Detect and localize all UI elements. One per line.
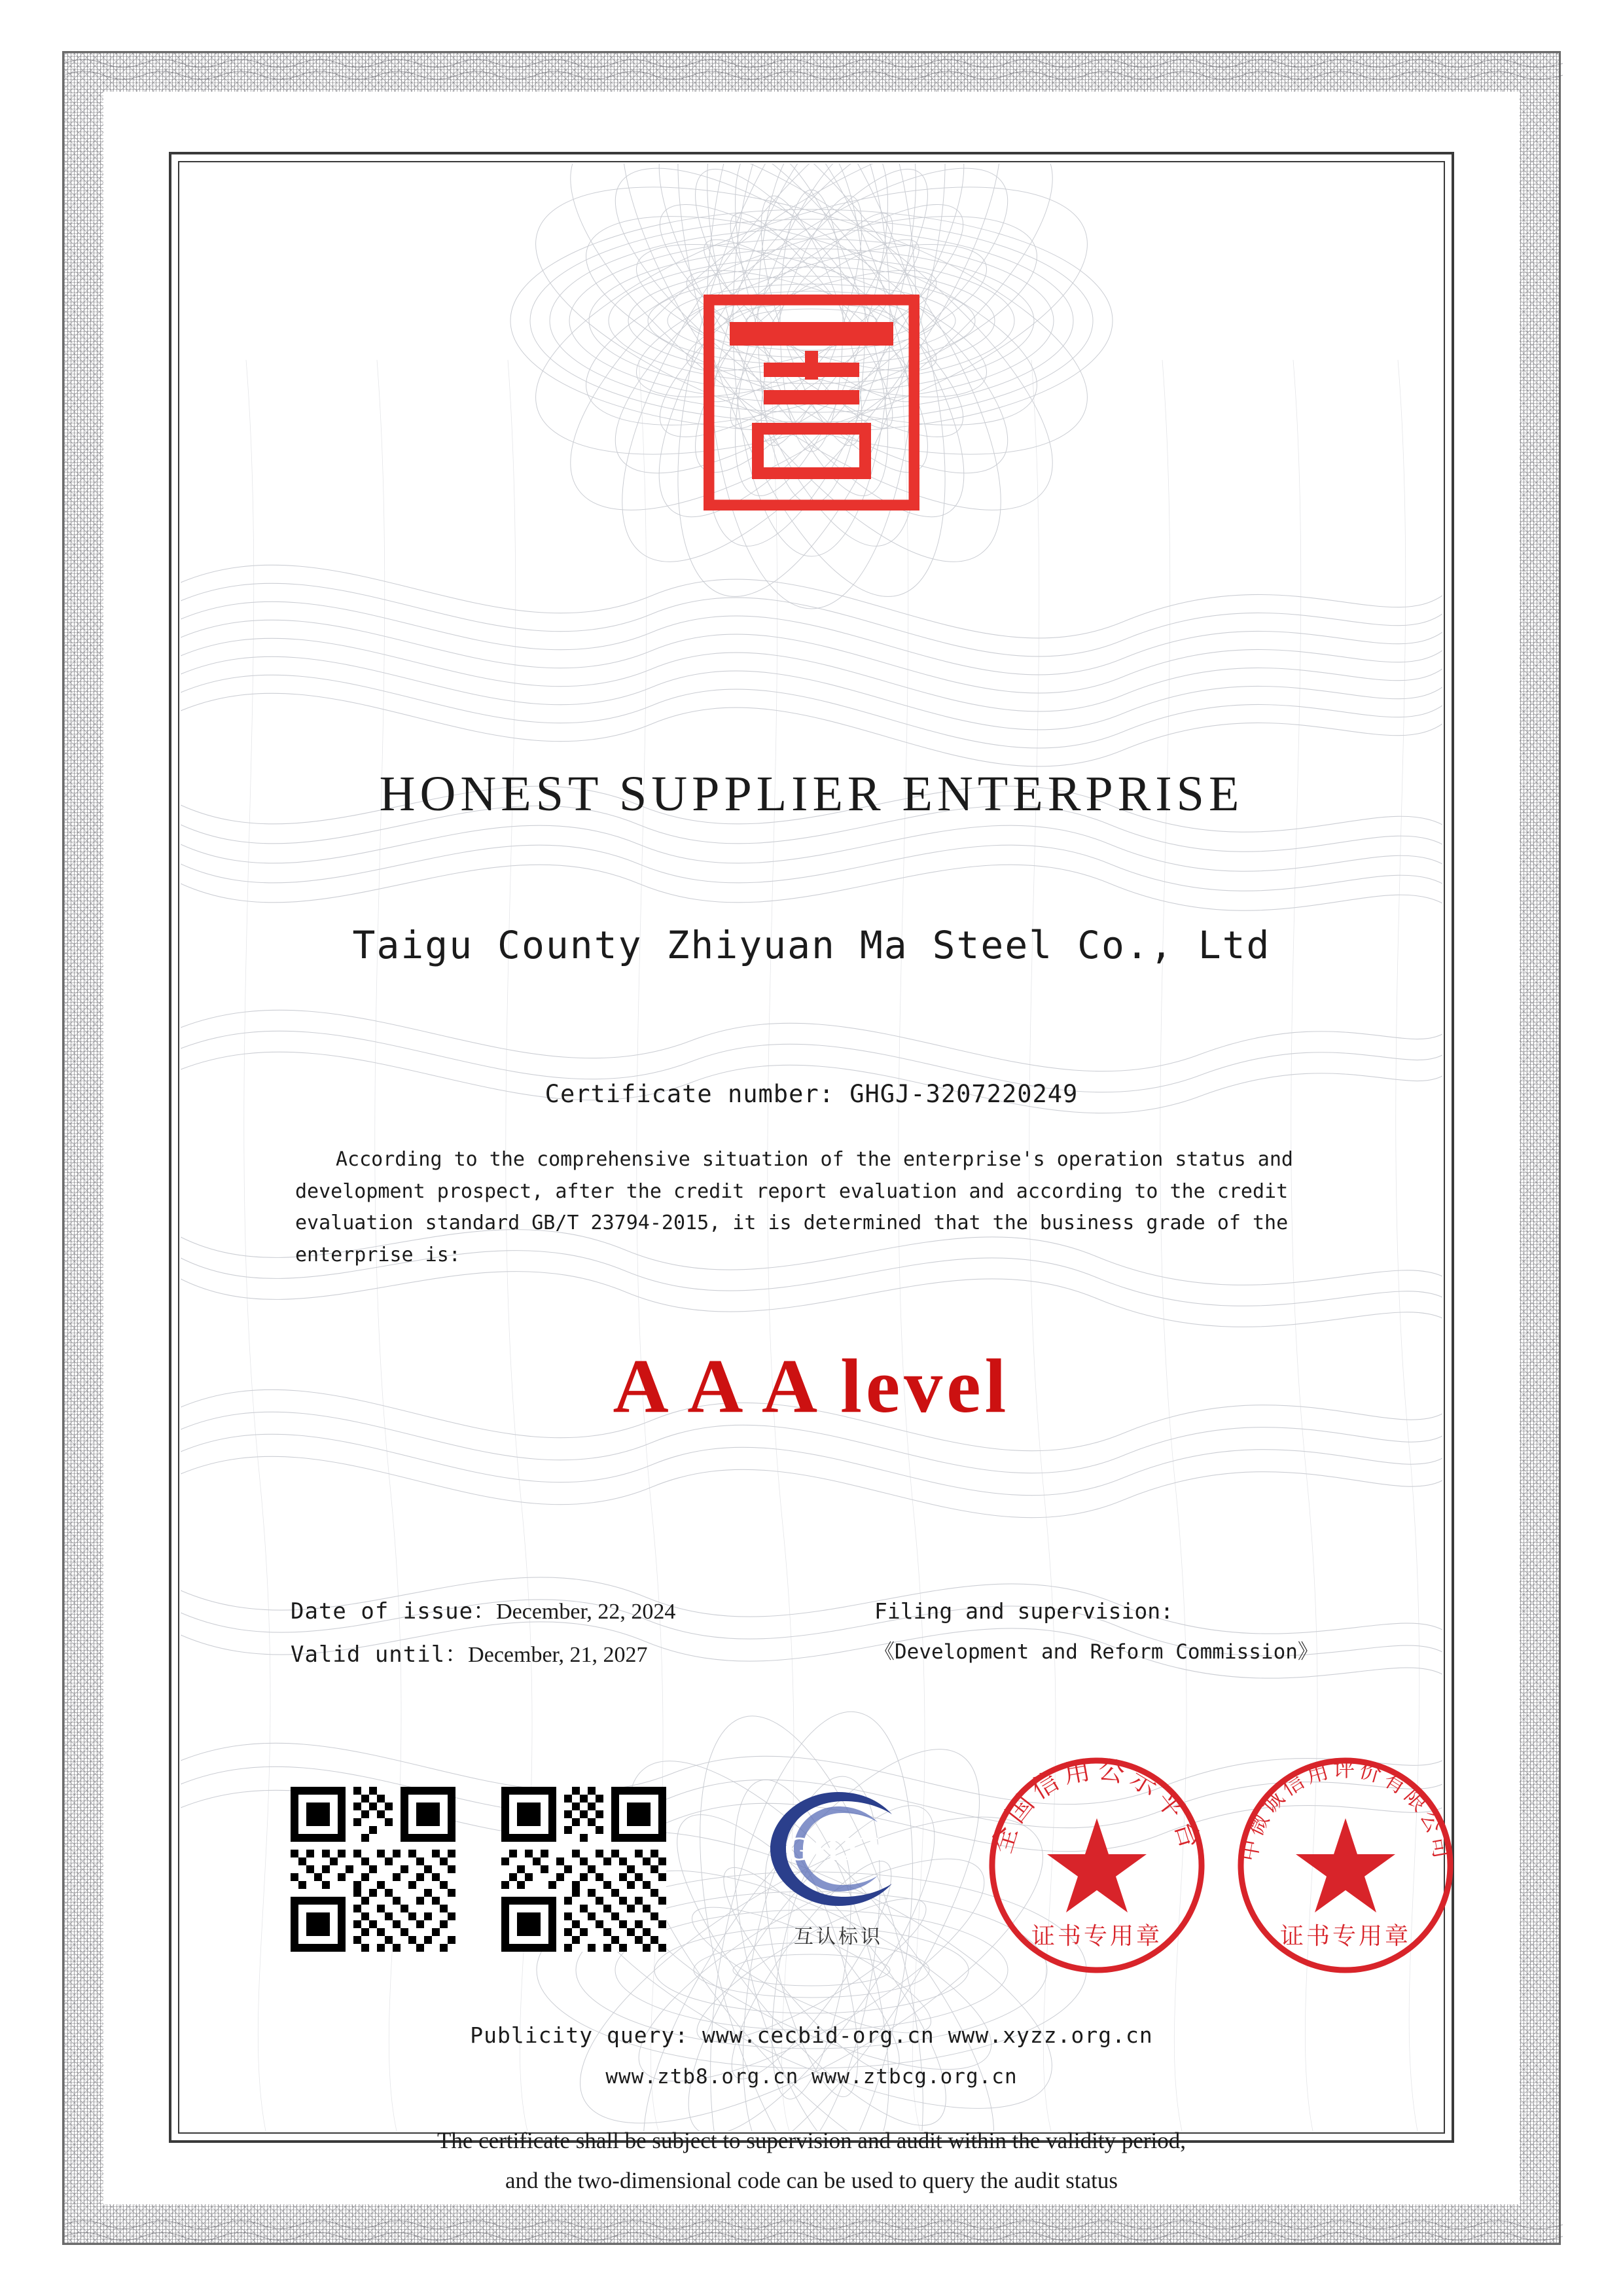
footnote-line-1: The certificate shall be subject to supervision and audit within the validity period, xyxy=(437,2128,1186,2153)
valid-until-value: December, 21, 2027 xyxy=(468,1642,648,1667)
publicity-query-line-2: www.ztb8.org.cn www.ztbcg.org.cn xyxy=(605,2065,1018,2089)
certificate-content xyxy=(181,164,1455,2194)
filing-label: Filing and supervision: xyxy=(874,1598,1173,1624)
qr-code-right[interactable] xyxy=(501,1787,666,1952)
publicity-query-block xyxy=(181,2022,1442,2089)
grade-level: A A A level xyxy=(613,1343,1010,1429)
filing-block xyxy=(874,1590,1318,1672)
chinese-seal-emblem xyxy=(704,295,919,511)
qr-code-left[interactable] xyxy=(291,1787,455,1952)
issue-date-row xyxy=(291,1590,675,1634)
certificate-number: Certificate number: GHGJ-3207220249 xyxy=(544,1080,1079,1108)
svg-text:中微诚信用评价有限公司: 中微诚信用评价有限公司 xyxy=(1236,1756,1455,1863)
footnote-line-2: and the two-dimensional code can be used to query the audit status xyxy=(505,2168,1118,2194)
issue-date-value: December, 22, 2024 xyxy=(496,1600,676,1624)
svg-text:GHXY: GHXY xyxy=(785,1831,892,1868)
issue-date-label: Date of issue： xyxy=(291,1598,497,1624)
valid-until-label: Valid until： xyxy=(291,1641,469,1668)
national-credit-publicity-platform-stamp xyxy=(979,1748,1215,1983)
valid-until-row xyxy=(291,1634,675,1677)
ghxy-logo-mark xyxy=(740,1780,936,1918)
svg-text:证书专用章: 证书专用章 xyxy=(1031,1923,1163,1950)
company-name: Taigu County Zhiyuan Ma Steel Co., Ltd xyxy=(352,923,1271,967)
ghxy-logo xyxy=(740,1780,936,1970)
svg-text:全国信用公示平台: 全国信用公示平台 xyxy=(987,1754,1207,1857)
svg-text:证书专用章: 证书专用章 xyxy=(1279,1923,1412,1950)
publicity-query-line-1: Publicity query: www.cecbid-org.cn www.xyzz.org.cn xyxy=(470,2022,1153,2048)
filing-authority: 《Development and Reform Commission》 xyxy=(874,1640,1318,1664)
body-paragraph xyxy=(295,1144,1329,1271)
footnote-block xyxy=(181,2121,1442,2201)
page-title: HONEST SUPPLIER ENTERPRISE xyxy=(379,766,1244,821)
ghxy-logo-caption: 互认标识 xyxy=(794,1926,883,1948)
dates-block xyxy=(291,1590,675,1676)
credit-evaluation-company-stamp xyxy=(1228,1748,1463,1983)
body-paragraph-text: According to the comprehensive situation of the enterprise's operation status and development prospect, after the credit report evaluation and according to the credit evaluation standard GB/T 23794-2015, it is determined that the business grade of the enterprise is: xyxy=(295,1148,1293,1266)
